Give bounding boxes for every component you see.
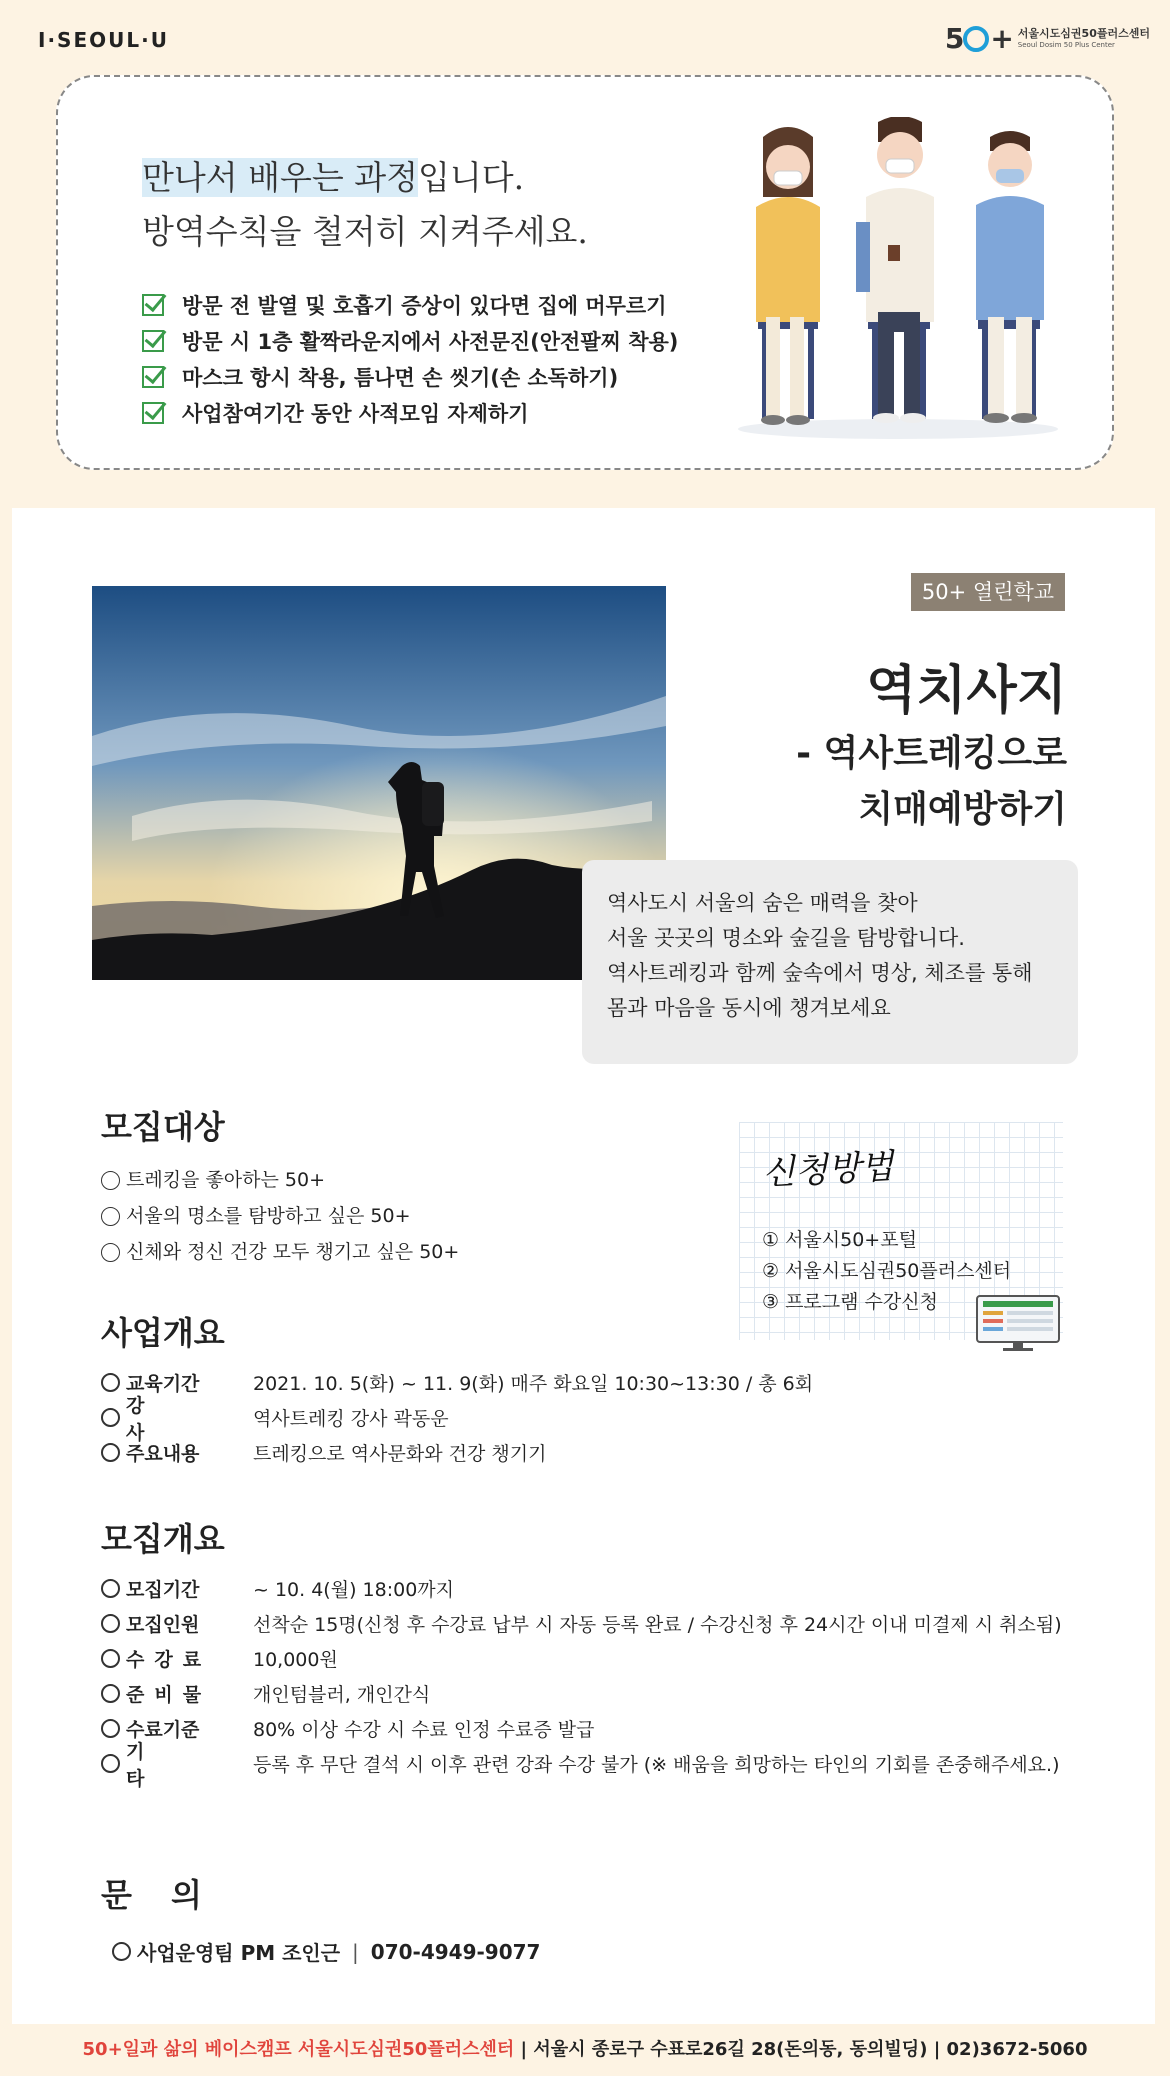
apply-steps-list [762, 1225, 1011, 1318]
program-category-badge: 50+ 열린학교 [911, 573, 1065, 611]
list-item: ① 서울시50+포털 [762, 1229, 917, 1251]
list-item: 방문 시 1층 활짝라운지에서 사전문진(안전팔찌 착용) [142, 323, 678, 359]
circle-bullet-icon [101, 1243, 120, 1262]
list-item: ③ 프로그램 수강신청 [762, 1291, 938, 1313]
list-item: 기타 등록 후 무단 결석 시 이후 관련 강좌 수강 불가 (※ 배움을 희망하는 타인의 기회를 존중해주세요.) [101, 1746, 1062, 1781]
list-item: 준비물 개인텀블러, 개인간식 [101, 1676, 1062, 1711]
notice-title-rest: 입니다. [418, 158, 525, 197]
top-bar [0, 0, 1170, 75]
contact-separator: | [352, 1939, 359, 1964]
computer-monitor-icon [975, 1294, 1061, 1354]
program-title-block [796, 656, 1067, 838]
list-item: 수료기준 80% 이상 수강 시 수료 인정 수료증 발급 [101, 1711, 1062, 1746]
overview-section-title: 사업개요 [101, 1314, 225, 1352]
checkbox-icon [142, 402, 164, 424]
circle-bullet-icon [112, 1942, 131, 1961]
circle-bullet-icon [101, 1614, 120, 1633]
checkbox-icon [142, 366, 164, 388]
apply-method-title: 신청방법 [761, 1146, 895, 1194]
list-item: 신체와 정신 건강 모두 챙기고 싶은 50+ [101, 1234, 459, 1270]
description-line: 역사트레킹과 함께 숲속에서 명상, 체조를 통해 [607, 961, 1033, 985]
center-logo [945, 22, 1150, 55]
hiker-silhouette-photo [92, 586, 666, 980]
circle-bullet-icon [101, 1207, 120, 1226]
description-line: 몸과 마음을 동시에 챙겨보세요 [607, 996, 891, 1020]
circle-bullet-icon [101, 1171, 120, 1190]
contact-section-title: 문 의 [101, 1876, 216, 1914]
program-title: 역치사지 [866, 661, 1067, 721]
list-item: 사업참여기간 동안 사적모임 자제하기 [142, 395, 678, 431]
notice-title-highlight: 만나서 배우는 과정 [142, 158, 419, 197]
list-item: 모집인원 선착순 15명(신청 후 수강료 납부 시 자동 등록 완료 / 수강신청 후 24시간 이내 미결제 시 취소됨) [101, 1606, 1062, 1641]
list-item: 모집기간 ~ 10. 4(월) 18:00까지 [101, 1571, 1062, 1606]
safety-notice-card [56, 75, 1114, 470]
contact-info [112, 1934, 540, 1969]
contact-team: 사업운영팀 PM 조인근 [137, 1941, 341, 1965]
circle-bullet-icon [101, 1443, 120, 1462]
notice-title [142, 151, 588, 259]
iseoulu-logo: I·SEOUL·U [38, 28, 169, 52]
list-item: 마스크 항시 착용, 틈나면 손 씻기(손 소독하기) [142, 359, 678, 395]
checkbox-icon [142, 330, 164, 352]
notice-title-line2: 방역수칙을 철저히 지켜주세요. [142, 212, 588, 251]
list-item: 강사 역사트레킹 강사 곽동운 [101, 1400, 813, 1435]
circle-bullet-icon [101, 1579, 120, 1598]
list-item: 주요내용 트레킹으로 역사문화와 건강 챙기기 [101, 1435, 813, 1470]
list-item: 방문 전 발열 및 호흡기 증상이 있다면 집에 머무르기 [142, 287, 678, 323]
target-list [101, 1162, 459, 1270]
list-item: 트레킹을 좋아하는 50+ [101, 1162, 459, 1198]
contact-phone: 070-4949-9077 [370, 1939, 541, 1964]
safety-rules-list [142, 287, 678, 431]
description-line: 서울 곳곳의 명소와 숲길을 탐방합니다. [607, 926, 965, 950]
footer [0, 2024, 1170, 2076]
list-item: ② 서울시도심권50플러스센터 [762, 1260, 1012, 1282]
circle-bullet-icon [101, 1373, 120, 1392]
circle-bullet-icon [101, 1649, 120, 1668]
program-detail-panel [12, 508, 1155, 2024]
program-subtitle-line2: 치매예방하기 [858, 789, 1067, 830]
list-item: 교육기간 2021. 10. 5(화) ~ 11. 9(화) 매주 화요일 10:30~13:30 / 총 6회 [101, 1365, 813, 1400]
fifty-plus-logo-mark: 5 + [944, 22, 1012, 55]
program-subtitle-line1: - 역사트레킹으로 [796, 733, 1067, 774]
recruit-list [101, 1571, 1062, 1790]
center-name-ko: 서울시도심권50플러스센터 [1017, 27, 1150, 41]
list-item: 서울의 명소를 탐방하고 싶은 50+ [101, 1198, 459, 1234]
circle-bullet-icon [101, 1408, 120, 1427]
footer-address: | 서울시 종로구 수표로26길 28(돈의동, 동의빌딩) | 02)3672-5060 [514, 2039, 1088, 2060]
description-line: 역사도시 서울의 숨은 매력을 찾아 [607, 891, 918, 915]
overview-list [101, 1365, 813, 1470]
circle-bullet-icon [101, 1684, 120, 1703]
center-name-en: Seoul Dosim 50 Plus Center [1017, 40, 1115, 49]
apply-method-card [739, 1122, 1063, 1340]
target-section-title: 모집대상 [101, 1108, 225, 1146]
footer-center-slogan: 50+일과 삶의 베이스캠프 서울시도심권50플러스센터 [82, 2039, 515, 2060]
program-description-box [582, 860, 1078, 1064]
recruit-section-title: 모집개요 [101, 1520, 225, 1558]
checkbox-icon [142, 294, 164, 316]
circle-bullet-icon [101, 1754, 120, 1773]
circle-bullet-icon [101, 1719, 120, 1738]
masked-people-illustration [728, 117, 1068, 447]
list-item: 수강료 10,000원 [101, 1641, 1062, 1676]
